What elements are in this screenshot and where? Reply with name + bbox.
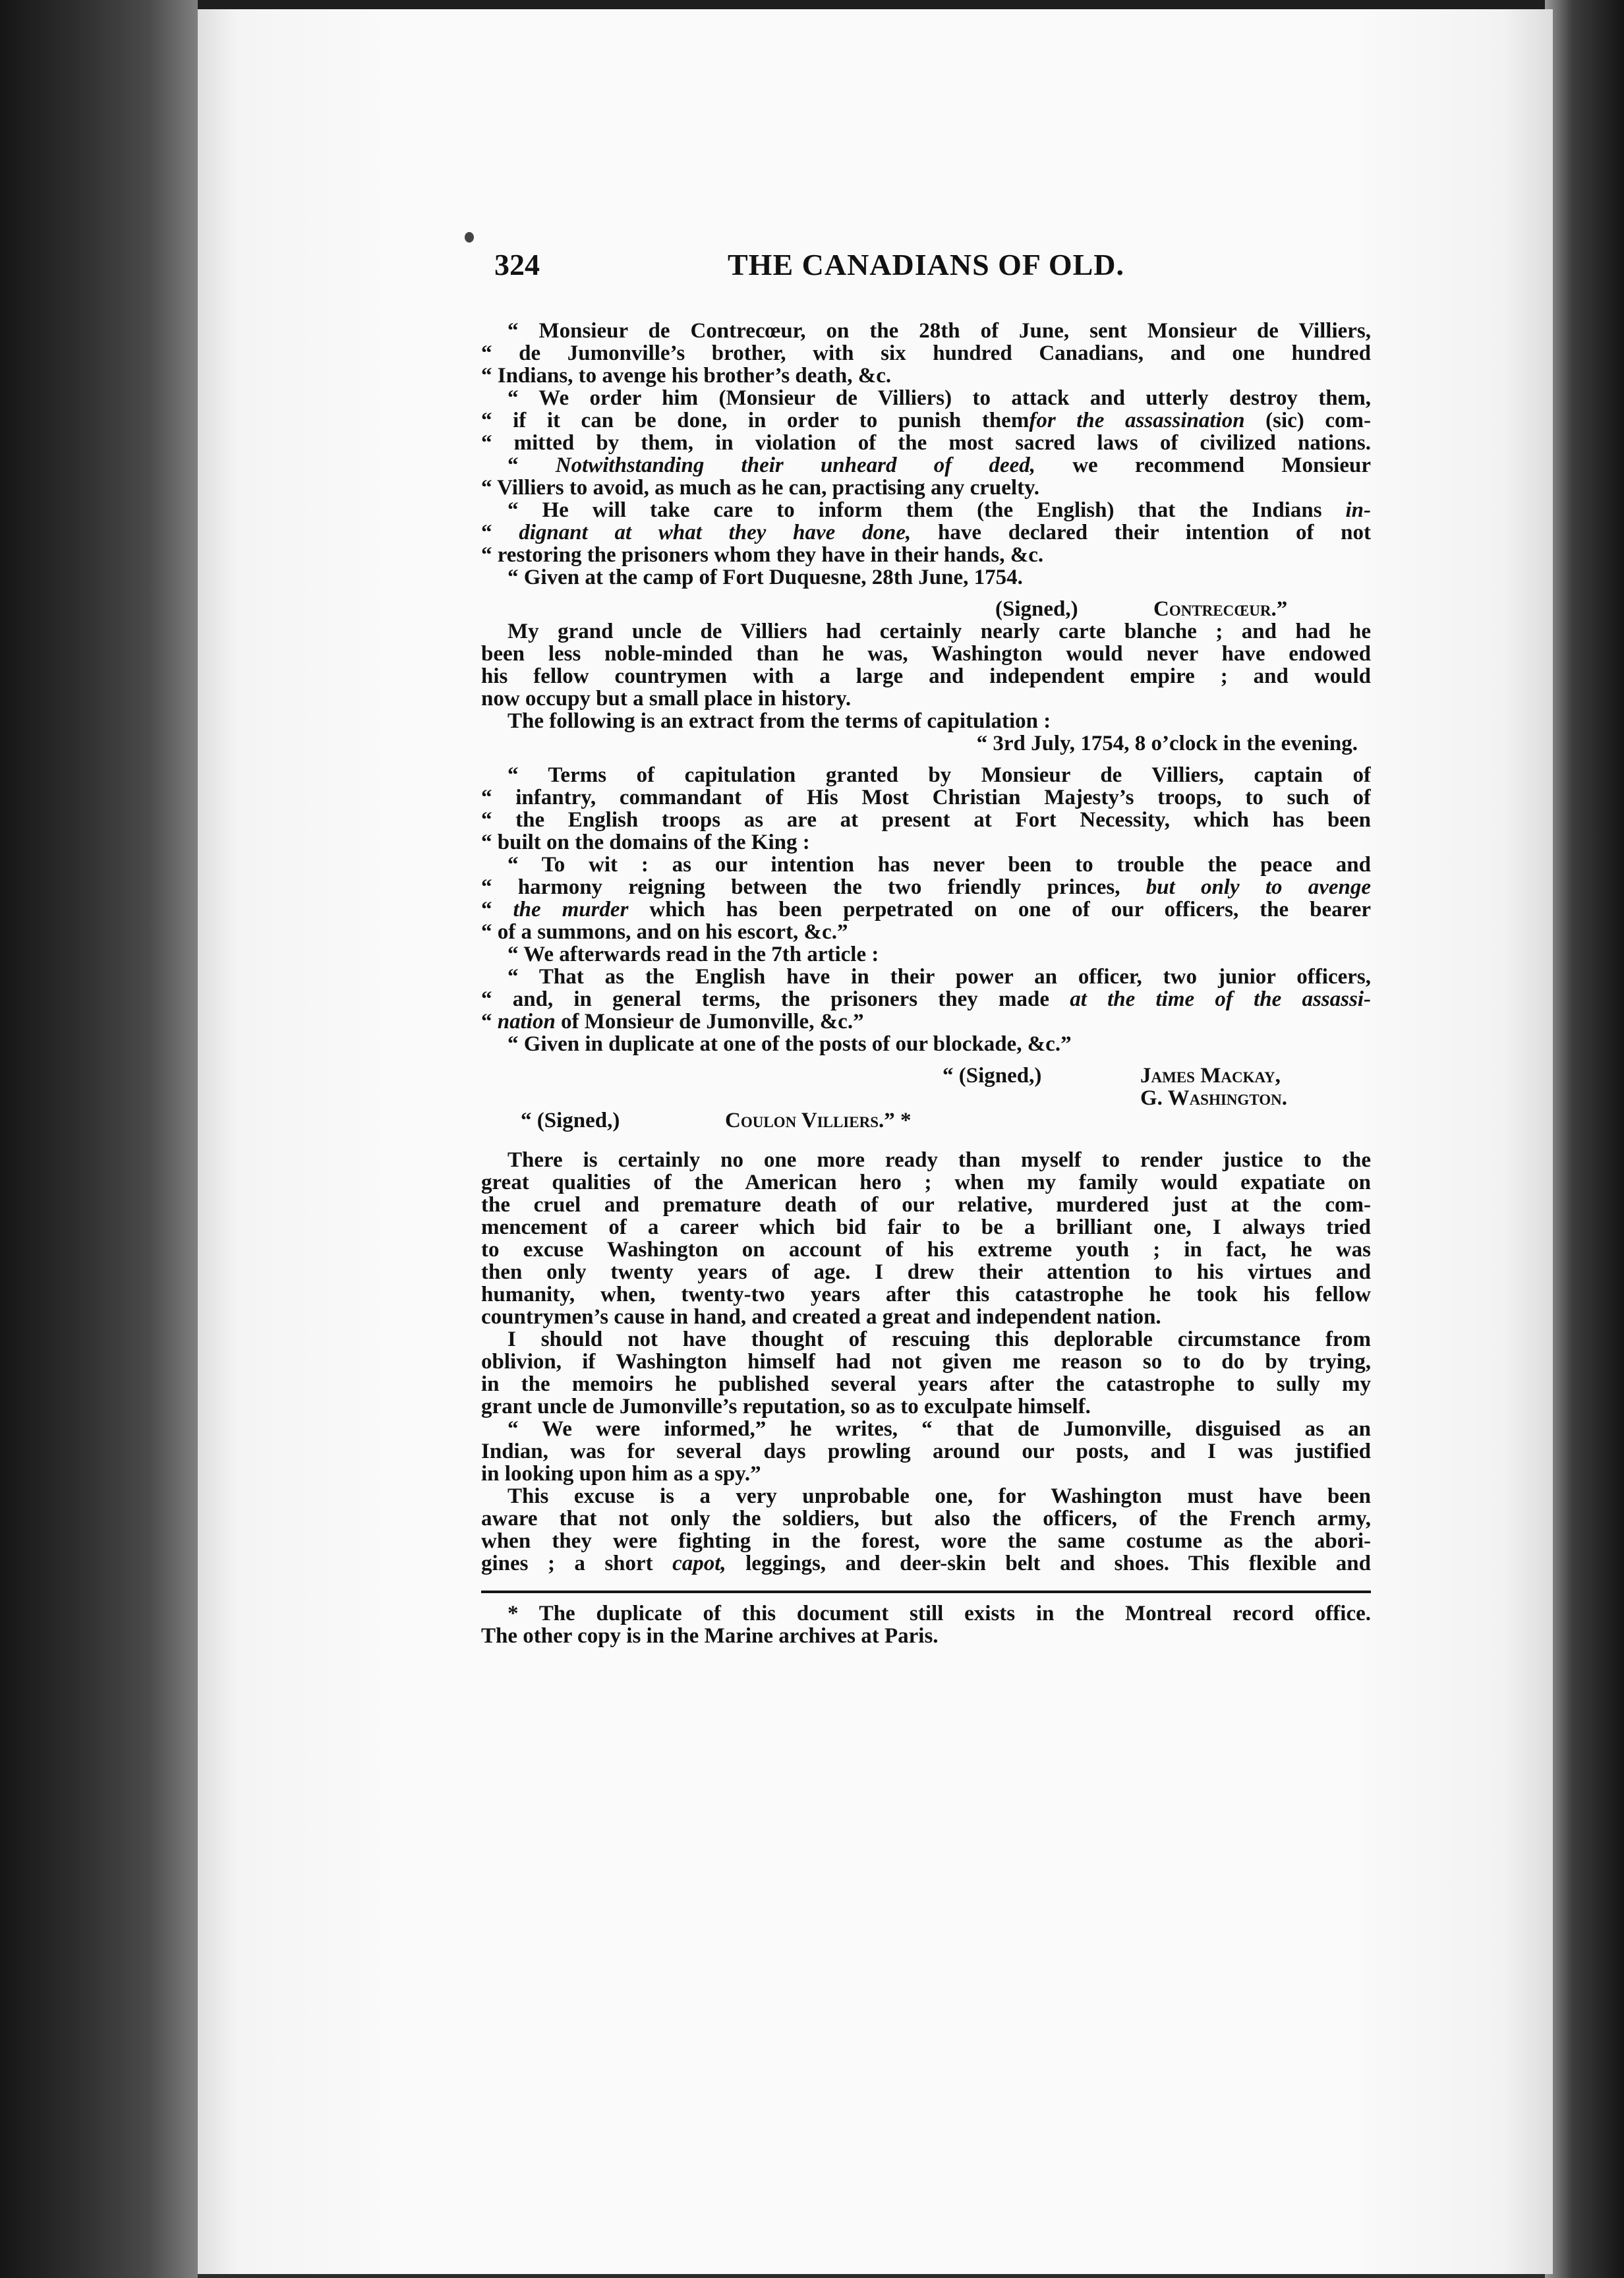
page-text bbox=[481, 248, 1371, 1647]
signer-name: Coulon Villiers.” * bbox=[725, 1109, 912, 1132]
text-line: the cruel and premature death of our relative, murdered just at the com- bbox=[481, 1194, 1371, 1216]
signature-line bbox=[481, 1065, 1371, 1087]
body-paragraph bbox=[481, 620, 1371, 710]
ink-speck bbox=[465, 232, 474, 243]
text-line: “ and, in general terms, the prisoners they made at the time of the assassi- bbox=[481, 988, 1371, 1010]
text-line: I should not have thought of rescuing this deplorable circumstance from bbox=[508, 1328, 1371, 1351]
text-line: “ of a summons, and on his escort, &c.” bbox=[481, 921, 848, 943]
quote-letter bbox=[481, 320, 1371, 620]
text-line: mencement of a career which bid fair to be a brilliant one, I always tried bbox=[481, 1216, 1371, 1239]
text-line: “ infantry, commandant of His Most Christian Majesty’s troops, to such of bbox=[481, 786, 1371, 809]
text-line: been less noble-minded than he was, Washington would never have endowed bbox=[481, 643, 1371, 665]
text-line: “ Terms of capitulation granted by Monsieur de Villiers, captain of bbox=[508, 764, 1371, 786]
running-title: THE CANADIANS OF OLD. bbox=[727, 248, 1125, 281]
text-line: “ harmony reigning between the two friendly princes, but only to avenge bbox=[481, 876, 1371, 898]
text-line: My grand uncle de Villiers had certainly nearly carte blanche ; and had he bbox=[508, 620, 1371, 643]
footnote-line: * The duplicate of this document still exists in the Montreal record office. bbox=[508, 1602, 1371, 1625]
capitulation-extract bbox=[481, 732, 1371, 1149]
text-line: grant uncle de Jumonville’s reputation, so as to exculpate himself. bbox=[481, 1395, 1091, 1418]
footnote bbox=[481, 1602, 1371, 1647]
signature-line bbox=[481, 1087, 1371, 1109]
text-line: “ Indians, to avenge his brother’s death, &c. bbox=[481, 365, 892, 387]
text-line: “ Villiers to avoid, as much as he can, practising any cruelty. bbox=[481, 477, 1040, 499]
text-line: his fellow countrymen with a large and independent empire ; and would bbox=[481, 665, 1371, 687]
dateline: “ 3rd July, 1754, 8 o’clock in the evening. bbox=[976, 732, 1358, 755]
text-line: “ de Jumonville’s brother, with six hundred Canadians, and one hundred bbox=[481, 342, 1371, 365]
text-line: oblivion, if Washington himself had not given me reason so to do by trying, bbox=[481, 1351, 1371, 1373]
footnote-divider bbox=[481, 1591, 1371, 1593]
body-paragraph bbox=[481, 1149, 1371, 1328]
footnote-line: The other copy is in the Marine archives at Paris. bbox=[481, 1625, 939, 1647]
body-paragraph bbox=[481, 1328, 1371, 1485]
signature-line bbox=[481, 1109, 1371, 1132]
text-line: “ He will take care to inform them (the English) that the Indians in- bbox=[508, 499, 1371, 521]
signer-name: Contrecœur.” bbox=[1153, 597, 1288, 621]
text-line: “ Given at the camp of Fort Duquesne, 28th June, 1754. bbox=[508, 566, 1023, 589]
text-line: aware that not only the soldiers, but also the officers, of the French army, bbox=[481, 1507, 1371, 1530]
text-line: “ We were informed,” he writes, “ that de Jumonville, disguised as an bbox=[508, 1418, 1371, 1440]
signer-name: G. Washington. bbox=[1140, 1086, 1287, 1110]
signature-line bbox=[481, 598, 1371, 620]
page-number: 324 bbox=[494, 248, 540, 281]
book-fore-edge bbox=[1545, 0, 1624, 2278]
signed-label: (Signed,) bbox=[995, 597, 1078, 621]
running-head bbox=[481, 248, 1371, 293]
text-line: then only twenty years of age. I drew their attention to his virtues and bbox=[481, 1261, 1371, 1283]
signed-label: “ (Signed,) bbox=[521, 1109, 620, 1132]
text-line: “ the English troops as are at present at Fort Necessity, which has been bbox=[481, 809, 1371, 831]
text-line: to excuse Washington on account of his extreme youth ; in fact, he was bbox=[481, 1239, 1371, 1261]
text-line: gines ; a short capot, leggings, and deer-skin belt and shoes. This flexible and bbox=[481, 1552, 1371, 1575]
signed-label: “ (Signed,) bbox=[942, 1064, 1042, 1088]
book-binding-edge bbox=[0, 0, 198, 2278]
text-line: countrymen’s cause in hand, and created a great and independent nation. bbox=[481, 1306, 1161, 1328]
text-line: “ restoring the prisoners whom they have in their hands, &c. bbox=[481, 544, 1044, 566]
text-line: “ the murder which has been perpetrated on one of our officers, the bearer bbox=[481, 898, 1371, 921]
text-line: in the memoirs he published several years after the catastrophe to sully my bbox=[481, 1373, 1371, 1395]
text-line: humanity, when, twenty-two years after this catastrophe he took his fellow bbox=[481, 1283, 1371, 1306]
signer-name: James Mackay, bbox=[1140, 1064, 1281, 1088]
text-line: “ That as the English have in their power an officer, two junior officers, bbox=[508, 966, 1371, 988]
text-line: when they were fighting in the forest, wore the same costume as the abori- bbox=[481, 1530, 1371, 1552]
text-line: “ To wit : as our intention has never been to trouble the peace and bbox=[508, 854, 1371, 876]
text-line: “ if it can be done, in order to punish themfor the assassination (sic) com- bbox=[481, 409, 1371, 432]
text-line: in looking upon him as a spy.” bbox=[481, 1463, 761, 1485]
text-line: “ Monsieur de Contrecœur, on the 28th of June, sent Monsieur de Villiers, bbox=[508, 320, 1371, 342]
text-line: “ Notwithstanding their unheard of deed, we recommend Monsieur bbox=[508, 454, 1371, 477]
text-line: Indian, was for several days prowling around our posts, and I was justified bbox=[481, 1440, 1371, 1463]
text-line: now occupy but a small place in history. bbox=[481, 687, 852, 710]
body-paragraph bbox=[481, 710, 1371, 732]
text-line: “ mitted by them, in violation of the most sacred laws of civilized nations. bbox=[481, 432, 1371, 454]
text-line: great qualities of the American hero ; when my family would expatiate on bbox=[481, 1171, 1371, 1194]
text-line: “ We order him (Monsieur de Villiers) to attack and utterly destroy them, bbox=[508, 387, 1371, 409]
text-line: “ nation of Monsieur de Jumonville, &c.” bbox=[481, 1010, 864, 1033]
text-line: This excuse is a very unprobable one, for Washington must have been bbox=[508, 1485, 1371, 1507]
body-paragraph bbox=[481, 1485, 1371, 1575]
text-line: “ Given in duplicate at one of the posts of our blockade, &c.” bbox=[508, 1033, 1072, 1055]
text-line: “ built on the domains of the King : bbox=[481, 831, 810, 854]
text-line: The following is an extract from the terms of capitulation : bbox=[508, 710, 1051, 732]
text-line: “ dignant at what they have done, have declared their intention of not bbox=[481, 521, 1371, 544]
text-line: “ We afterwards read in the 7th article : bbox=[508, 943, 879, 966]
text-line: There is certainly no one more ready than myself to render justice to the bbox=[508, 1149, 1371, 1171]
